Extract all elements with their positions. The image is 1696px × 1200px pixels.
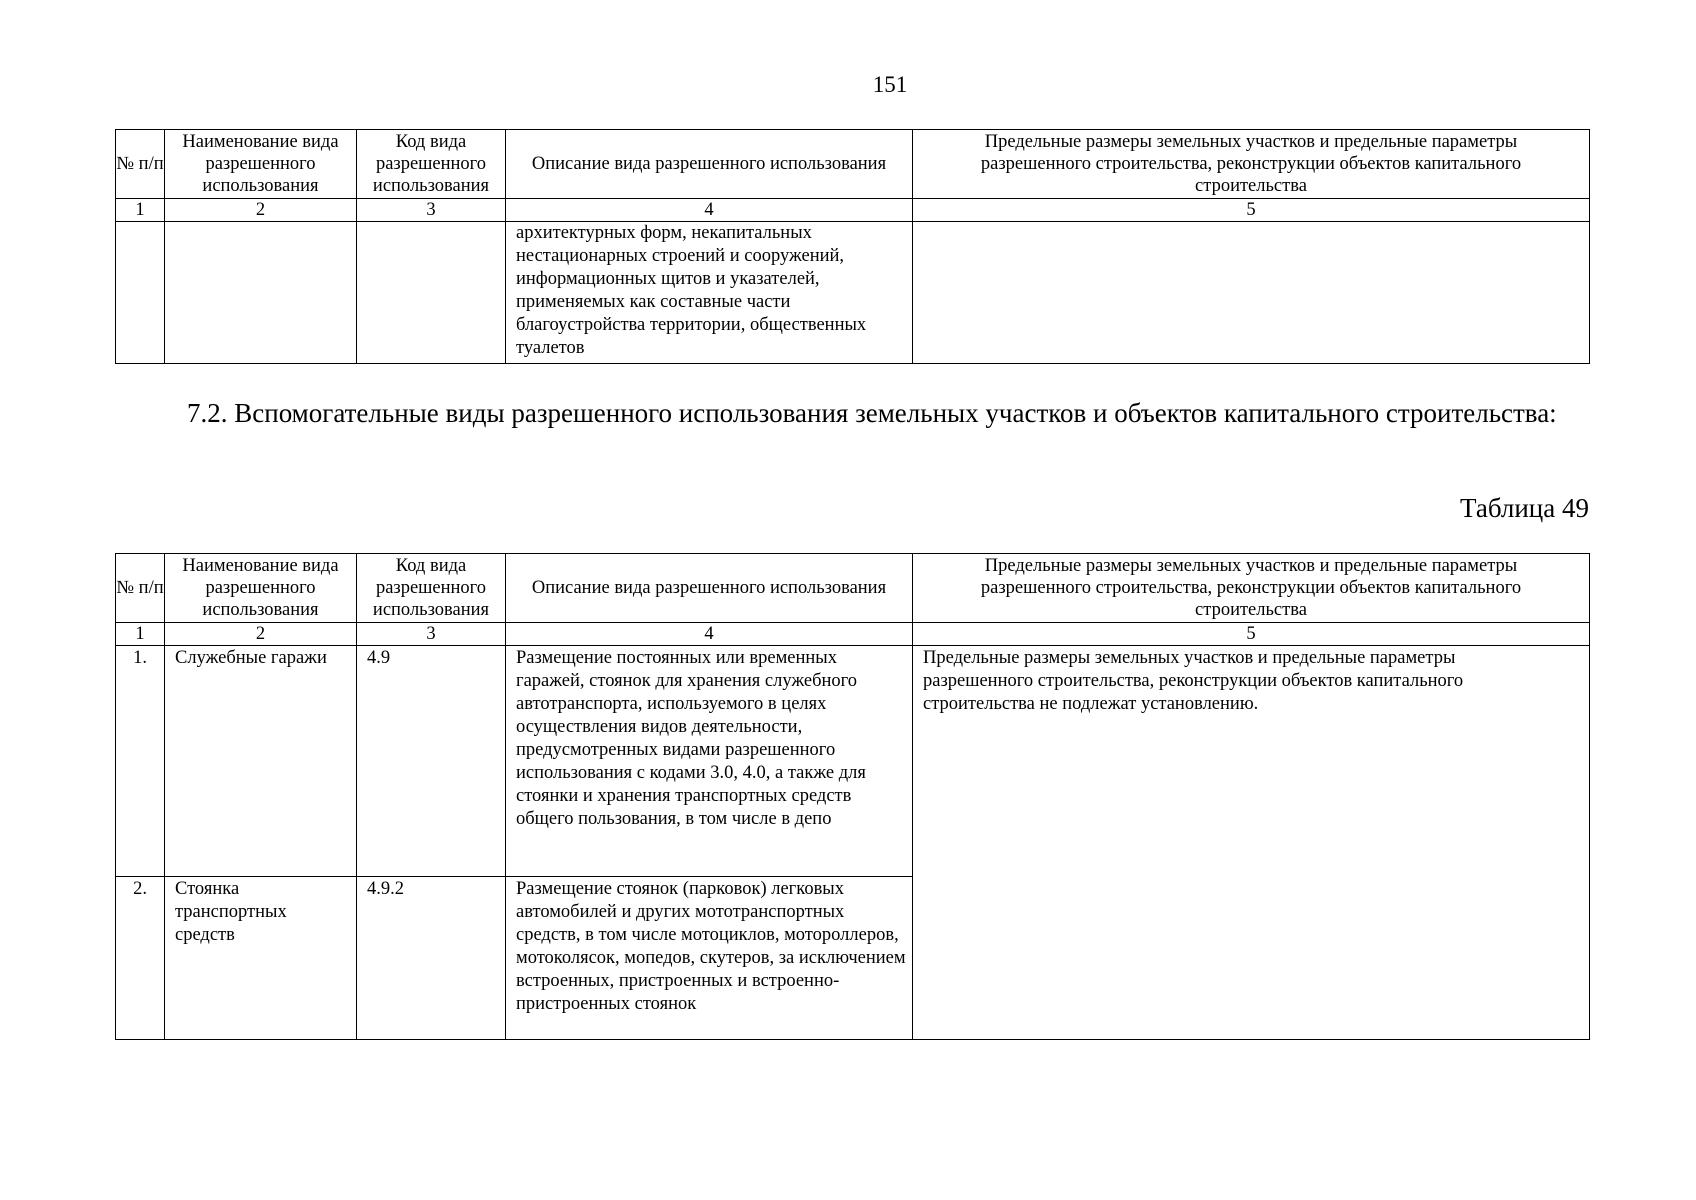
column-number: 3 bbox=[357, 199, 506, 222]
column-number: 4 bbox=[506, 199, 913, 222]
cell-name bbox=[165, 222, 357, 364]
column-number: 5 bbox=[913, 623, 1590, 646]
header-description: Описание вида разрешенного использования bbox=[506, 130, 913, 199]
cell-no bbox=[116, 222, 165, 364]
header-description: Описание вида разрешенного использования bbox=[506, 554, 913, 623]
cell-description: Размещение стоянок (парковок) легковых автомобилей и других мототранспортных средств, в том числе мотоциклов, мотороллеров, мотоколясок, мопедов, скутеров, за исключением встроенных, пристроенных и встроенно-пристроенных стоянок bbox=[506, 877, 913, 1040]
column-number: 3 bbox=[357, 623, 506, 646]
header-no: № п/п bbox=[116, 554, 165, 623]
cell-no: 2. bbox=[116, 877, 165, 1040]
cell-limits: Предельные размеры земельных участков и предельные параметры разрешенного строительства, реконструкции объектов капитального строительства не подлежат установлению. bbox=[913, 646, 1590, 1040]
cell-name: Служебные гаражи bbox=[165, 646, 357, 877]
column-number: 1 bbox=[116, 199, 165, 222]
header-code: Код вида разрешенного использования bbox=[357, 554, 506, 623]
header-limits: Предельные размеры земельных участков и предельные параметры разрешенного строительства, реконструкции объектов капитального строительства bbox=[913, 130, 1590, 199]
table-caption: Таблица 49 bbox=[1460, 493, 1589, 523]
cell-code bbox=[357, 222, 506, 364]
column-number: 4 bbox=[506, 623, 913, 646]
cell-code: 4.9 bbox=[357, 646, 506, 877]
column-number-row bbox=[116, 623, 1590, 646]
column-number: 2 bbox=[165, 199, 357, 222]
page-number: 151 bbox=[872, 72, 908, 97]
header-no: № п/п bbox=[116, 130, 165, 199]
cell-no: 1. bbox=[116, 646, 165, 877]
header-row bbox=[116, 130, 1590, 199]
table-49 bbox=[115, 553, 1590, 1040]
table-row bbox=[116, 222, 1590, 364]
cell-name: Стоянка транспортных средств bbox=[165, 877, 357, 1040]
header-name: Наименование вида разрешенного использования bbox=[165, 554, 357, 623]
column-number: 1 bbox=[116, 623, 165, 646]
section-heading-text: 7.2. Вспомогательные виды разрешенного использования земельных участков и объектов капитального строительства: bbox=[187, 398, 1557, 428]
continued-table bbox=[115, 129, 1590, 364]
header-code: Код вида разрешенного использования bbox=[357, 130, 506, 199]
cell-limits bbox=[913, 222, 1590, 364]
cell-description: архитектурных форм, некапитальных нестационарных строений и сооружений, информационных щитов и указателей, применяемых как составные части благоустройства территории, общественных туалетов bbox=[506, 222, 913, 364]
column-number: 5 bbox=[913, 199, 1590, 222]
cell-description: Размещение постоянных или временных гаражей, стоянок для хранения служебного автотранспорта, используемого в целях осуществления видов деятельности, предусмотренных видами разрешенного использования с кодами 3.0, 4.0, а также для стоянки и хранения транспортных средств общего пользования, в том числе в депо bbox=[506, 646, 913, 877]
header-limits: Предельные размеры земельных участков и предельные параметры разрешенного строительства, реконструкции объектов капитального строительства bbox=[913, 554, 1590, 623]
cell-code: 4.9.2 bbox=[357, 877, 506, 1040]
column-number-row bbox=[116, 199, 1590, 222]
section-heading bbox=[115, 397, 1589, 429]
column-number: 2 bbox=[165, 623, 357, 646]
header-name: Наименование вида разрешенного использования bbox=[165, 130, 357, 199]
header-row bbox=[116, 554, 1590, 623]
table-row bbox=[116, 646, 1590, 877]
